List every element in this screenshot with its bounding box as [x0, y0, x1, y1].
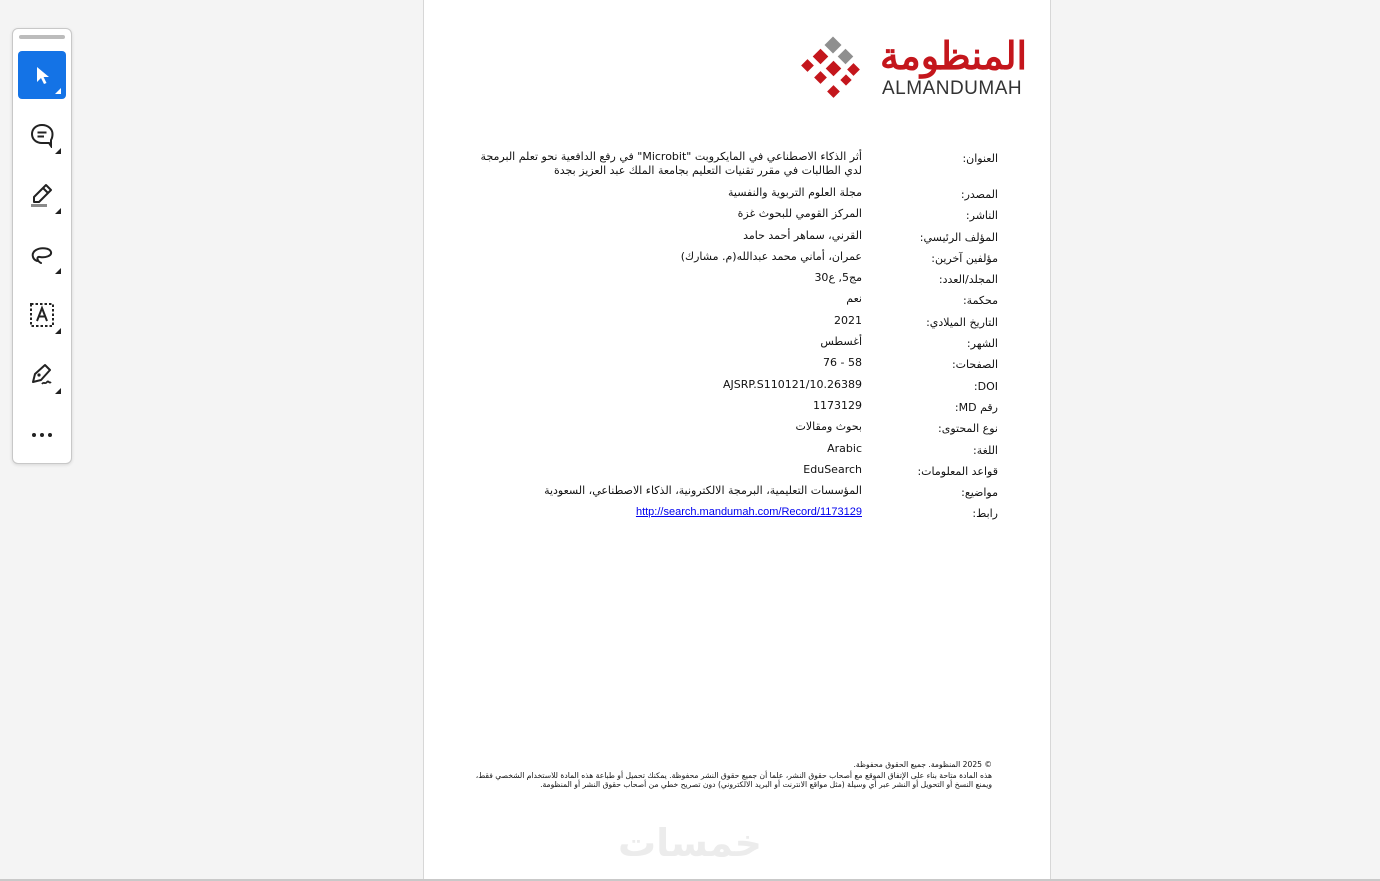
select-tool-button[interactable]	[18, 51, 66, 99]
metadata-row-title	[464, 150, 998, 186]
copyright-footer	[466, 760, 992, 790]
metadata-row-language	[464, 442, 998, 463]
metadata-row-link	[464, 505, 998, 526]
metadata-value: 58 - 76	[823, 356, 862, 370]
text-box-tool-button[interactable]	[18, 291, 66, 339]
metadata-value: Arabic	[827, 441, 862, 455]
metadata-label: محكمة:	[962, 294, 998, 308]
metadata-label: الشهر:	[966, 337, 998, 351]
metadata-label: مؤلفين آخرين:	[931, 251, 998, 265]
metadata-row-other-authors	[464, 250, 998, 271]
metadata-value: 10.26389/AJSRP.S110121	[722, 377, 862, 391]
metadata-row-month	[464, 335, 998, 356]
comment-bubble-icon	[29, 122, 55, 148]
metadata-label: DOI:	[973, 379, 998, 393]
metadata-label: اللغة:	[973, 443, 998, 457]
metadata-label: المؤلف الرئيسي:	[919, 230, 998, 244]
annotation-toolbar	[12, 28, 72, 464]
record-metadata	[464, 150, 998, 527]
metadata-row-publisher	[464, 207, 998, 228]
logo-diamond-mark-icon	[798, 34, 878, 106]
record-link[interactable]: http://search.mandumah.com/Record/1173129	[635, 506, 862, 519]
metadata-label: المجلد/العدد:	[938, 273, 998, 287]
comment-tool-button[interactable]	[18, 111, 66, 159]
document-page	[423, 0, 1051, 881]
metadata-value: بحوث ومقالات	[795, 420, 862, 434]
metadata-row-md-number	[464, 399, 998, 420]
logo-english-wordmark: ALMANDUMAH	[882, 78, 1023, 99]
metadata-row-main-author	[464, 229, 998, 250]
metadata-row-content-type	[464, 420, 998, 441]
usage-notice: هذه المادة متاحة بناء على الإتفاق الموقع مع أصحاب حقوق النشر، علما أن جميع حقوق النشر محفوظة. يمكنك تحميل أو طباعة هذه المادة للاستخدام الشخصي فقط، ويمنع النسخ أو التحويل أو النشر عبر أي وسيلة (مثل مواقع الانترنت أو البريد الالكتروني) دون تصريح خطي من أصحاب حقوق النشر أو المنظومة.	[475, 770, 992, 789]
metadata-label: نوع المحتوى:	[938, 422, 998, 436]
metadata-row-volume-issue	[464, 271, 998, 292]
metadata-row-source	[464, 186, 998, 207]
metadata-label: رابط:	[972, 507, 998, 521]
khamsat-watermark: خمسات	[618, 821, 762, 865]
logo-arabic-wordmark: المنظومة	[880, 33, 1028, 78]
metadata-value: نعم	[846, 292, 862, 306]
metadata-value: المؤسسات التعليمية، البرمجة الالكترونية، الذكاء الاصطناعي، السعودية	[544, 484, 862, 498]
metadata-label: قواعد المعلومات:	[917, 464, 998, 478]
metadata-value	[464, 505, 862, 519]
metadata-label: العنوان:	[962, 152, 998, 165]
metadata-value: مج5, ع30	[814, 271, 862, 285]
metadata-value: عمران، أماني محمد عبدالله(م. مشارك)	[680, 249, 862, 263]
highlighter-pen-icon	[28, 181, 56, 209]
copyright-line: © 2025 المنظومة. جميع الحقوق محفوظة.	[853, 760, 992, 769]
sign-tool-button[interactable]	[18, 351, 66, 399]
metadata-row-pages	[464, 356, 998, 377]
metadata-label: المصدر:	[960, 188, 998, 201]
metadata-row-databases	[464, 463, 998, 484]
metadata-row-doi	[464, 378, 998, 399]
metadata-label: رقم MD:	[954, 400, 998, 414]
metadata-value: 1173129	[813, 398, 862, 412]
toolbar-drag-handle[interactable]	[19, 35, 65, 39]
metadata-row-peer-reviewed	[464, 292, 998, 313]
cursor-arrow-icon	[31, 64, 53, 86]
sign-pen-icon	[28, 361, 56, 389]
more-tools-button[interactable]	[18, 411, 66, 459]
text-box-icon	[28, 301, 56, 329]
highlight-tool-button[interactable]	[18, 171, 66, 219]
metadata-value: مجلة العلوم التربوية والنفسية	[727, 186, 862, 199]
freehand-lasso-icon	[28, 241, 56, 269]
metadata-label: الصفحات:	[951, 358, 998, 372]
ellipsis-icon	[30, 431, 54, 439]
metadata-value: المركز القومي للبحوث غزة	[737, 207, 862, 221]
metadata-row-year	[464, 314, 998, 335]
metadata-label: الناشر:	[965, 209, 998, 223]
metadata-value: EduSearch	[803, 462, 862, 476]
metadata-value: أثر الذكاء الاصطناعي في المايكروبت "Microbit" في رفع الدافعية نحو تعلم البرمجة لدي الطالبات في مقرر تقنيات التعليم بجامعة الملك عبد العزيز بجدة	[480, 150, 862, 177]
almandumah-logo	[798, 33, 1028, 106]
metadata-value: القرني، سماهر أحمد حامد	[743, 228, 862, 242]
metadata-label: التاريخ الميلادي:	[926, 315, 998, 329]
metadata-value: 2021	[834, 313, 862, 327]
metadata-value: أغسطس	[820, 335, 862, 349]
draw-tool-button[interactable]	[18, 231, 66, 279]
metadata-row-subjects	[464, 484, 998, 505]
metadata-label: مواضيع:	[961, 486, 998, 500]
